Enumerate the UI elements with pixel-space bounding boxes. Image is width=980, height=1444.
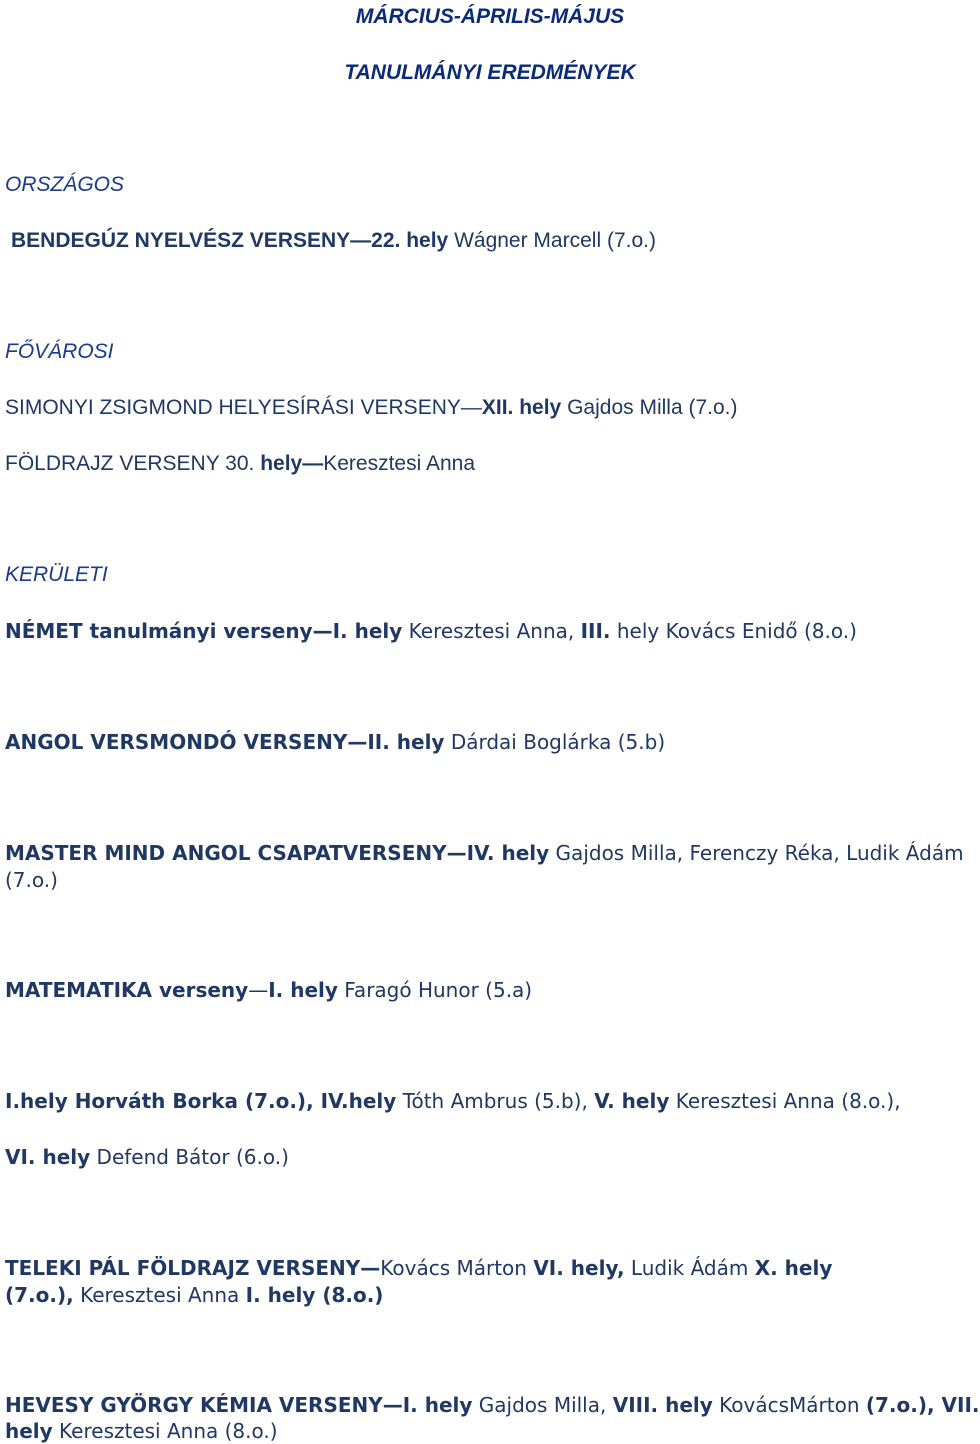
- place: I. hely: [332, 619, 403, 643]
- place: V. hely: [594, 1089, 670, 1113]
- dash: —: [350, 229, 372, 252]
- result-bendeguz: [11, 228, 656, 254]
- winner: Keresztesi Anna: [402, 619, 568, 643]
- period-title: MÁRCIUS-ÁPRILIS-MÁJUS: [355, 5, 625, 28]
- place: hely: [260, 452, 303, 475]
- winner: Faragó Hunor (5.a): [337, 978, 533, 1002]
- result-teleki: [5, 1255, 832, 1281]
- winner: Gajdos Milla (7.o.): [561, 396, 738, 419]
- dash: —: [382, 1393, 403, 1417]
- place: hely: [5, 1419, 53, 1443]
- place: I. hely (8.o.): [245, 1283, 384, 1307]
- winner: Dárdai Boglárka (5.b): [444, 730, 666, 754]
- winner: Keresztesi Anna (8.o.): [52, 1419, 278, 1443]
- dash: —: [446, 841, 467, 865]
- page-heading: TANULMÁNYI EREDMÉNYEK: [344, 61, 636, 84]
- category-orszagos: ORSZÁGOS: [5, 173, 125, 196]
- place-word: hely: [610, 619, 660, 643]
- place: I. hely: [402, 1393, 473, 1417]
- competition-name: TELEKI PÁL FÖLDRAJZ VERSENY: [5, 1256, 361, 1280]
- competition-name: MATEMATIKA verseny: [5, 978, 249, 1002]
- dash: —: [460, 396, 482, 419]
- winner: Wágner Marcell (7.o.): [448, 229, 656, 252]
- place: II. hely: [367, 730, 445, 754]
- place: X. hely: [754, 1256, 833, 1280]
- dash: —: [347, 730, 368, 754]
- competition-name: NÉMET tanulmányi verseny: [5, 619, 313, 643]
- result-hevesy-line2: [5, 1418, 278, 1444]
- winner: Keresztesi Anna: [323, 452, 475, 475]
- competition-name: HEVESY GYÖRGY KÉMIA VERSENY: [5, 1393, 383, 1417]
- place: VI. hely: [5, 1145, 91, 1169]
- result-foldrajz: [5, 451, 475, 477]
- place: IV. hely: [466, 841, 550, 865]
- class: (7.o.), VII.: [865, 1393, 980, 1417]
- competition-name: SIMONYI ZSIGMOND HELYESÍRÁSI VERSENY: [5, 396, 461, 419]
- dash: —: [248, 978, 269, 1002]
- class: (7.o.),: [5, 1283, 74, 1307]
- result-master-mind: [5, 840, 964, 866]
- competition-name: BENDEGÚZ NYELVÉSZ VERSENY: [11, 229, 351, 252]
- winner: Kovács Enidő (8.o.): [659, 619, 857, 643]
- place: 22. hely: [371, 229, 449, 252]
- place: XII. hely: [481, 396, 562, 419]
- result-teleki-line2: [5, 1282, 383, 1308]
- place: III.: [580, 619, 611, 643]
- dash: —: [302, 452, 324, 475]
- winner: Kovács Márton: [380, 1256, 534, 1280]
- winner: Gajdos Milla,: [472, 1393, 613, 1417]
- competition-name: FÖLDRAJZ VERSENY 30.: [5, 452, 261, 475]
- winner: Keresztesi Anna (8.o.),: [669, 1089, 901, 1113]
- winner: Tóth Ambrus (5.b),: [396, 1089, 595, 1113]
- result-simonyi: [5, 395, 737, 421]
- place: VI. hely,: [533, 1256, 625, 1280]
- winner: Defend Bátor (6.o.): [90, 1145, 289, 1169]
- dash: —: [360, 1256, 381, 1280]
- dash: —: [312, 619, 333, 643]
- competition-name: MASTER MIND ANGOL CSAPATVERSENY: [5, 841, 447, 865]
- place: I.hely Horváth Borka (7.o.), IV.hely: [5, 1089, 397, 1113]
- result-angol-vers: [5, 729, 665, 755]
- result-nemet: [5, 618, 857, 644]
- competition-name: ANGOL VERSMONDÓ VERSENY: [5, 730, 348, 754]
- separator: ,: [567, 619, 581, 643]
- result-matematika-line2: [5, 1088, 901, 1114]
- place: VIII. hely: [612, 1393, 713, 1417]
- category-fovarosi: FŐVÁROSI: [5, 340, 114, 363]
- winner: Ludik Ádám: [624, 1256, 755, 1280]
- result-master-mind-class: (7.o.): [5, 868, 58, 892]
- winner: KovácsMárton: [712, 1393, 866, 1417]
- winner: Keresztesi Anna: [73, 1283, 246, 1307]
- winner: Gajdos Milla, Ferenczy Réka, Ludik Ádám: [549, 841, 964, 865]
- result-hevesy: [5, 1392, 980, 1418]
- place: I. hely: [268, 978, 338, 1002]
- result-matematika-line3: [5, 1144, 289, 1170]
- result-matematika: [5, 977, 532, 1003]
- category-keruleti: KERÜLETI: [5, 563, 108, 586]
